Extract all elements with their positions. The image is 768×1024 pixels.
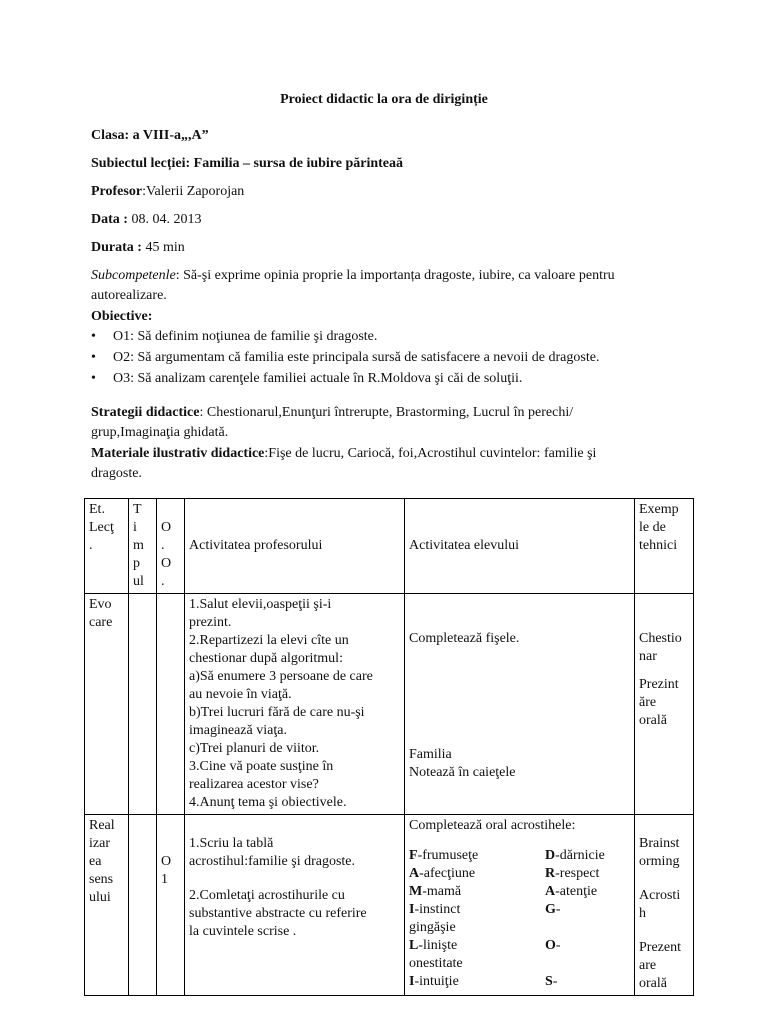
duration-label: Durata :	[91, 240, 142, 255]
subcompetence-line	[91, 266, 708, 285]
stage-cell: Evo care	[85, 594, 129, 815]
duration-line	[91, 238, 708, 257]
teacher-value: :Valerii Zaporojan	[142, 184, 245, 199]
student-activity-cell	[405, 815, 635, 996]
strategies-line-2: grup,Imaginaţia ghidată.	[91, 425, 229, 440]
table-row	[85, 815, 694, 996]
objective-cell: O 1	[157, 815, 185, 996]
acrostic-letter: F	[409, 848, 418, 863]
acrostic-row	[409, 919, 630, 937]
materials-line-2: dragoste.	[91, 466, 142, 481]
acrostic-letter: D	[545, 848, 556, 863]
acrostic-row	[409, 973, 630, 991]
acrostic-word: -respect	[555, 866, 600, 881]
header-objectives: O . O .	[157, 499, 185, 594]
objective-cell	[157, 594, 185, 815]
strategies-text: : Chestionarul,Enunţuri întrerupte, Brastorming, Lucrul în perechi/	[199, 405, 574, 420]
teacher-label: Profesor	[91, 184, 143, 199]
acrostic-word: -atenţie	[555, 884, 598, 899]
objectives-list	[91, 326, 599, 389]
acrostic-letter: I	[409, 902, 415, 917]
acrostic-word: -	[552, 974, 558, 989]
subcompetence-text: : Să-şi exprime opinia proprie la importanța dragoste, iubire, ca valoare pentru	[175, 268, 615, 283]
objectives-heading: Obiective:	[91, 309, 153, 324]
strategies-line	[91, 403, 708, 422]
date-line	[91, 210, 708, 229]
acrostic-row	[409, 901, 630, 919]
acrostic-letter: G	[545, 902, 556, 917]
acrostic-word: onestitate	[409, 956, 463, 971]
materials-label: Materiale ilustrativ didactice	[91, 446, 265, 461]
stage-cell: Real izar ea sens ului	[85, 815, 129, 996]
acrostic-word: -linişte	[418, 938, 458, 953]
class-line: Clasa: a VIII-a„,A”	[91, 128, 209, 143]
acrostic-word: -mamă	[422, 884, 462, 899]
subcompetence-line-2: autorealizare.	[91, 288, 167, 303]
header-teacher-activity: Activitatea profesorului	[185, 499, 405, 594]
header-stage: Et. Lecţ .	[85, 499, 129, 594]
objective-item: • O2: Să argumentam că familia este principala sursă de satisfacere a nevoii de dragoste.	[91, 347, 599, 368]
acrostic-letter: S	[545, 974, 553, 989]
subject-value: : Familia – sursa de iubire părinteaă	[185, 156, 404, 171]
acrostic-row	[409, 937, 630, 955]
date-value: 08. 04. 2013	[127, 212, 202, 227]
student-activity-cell: Completează fişele. Familia Notează în caieţele	[405, 594, 635, 815]
acrostic-letter: I	[409, 974, 415, 989]
acrostic-row	[409, 955, 630, 973]
acrostic-letter: A	[409, 866, 420, 881]
strategies-label: Strategii didactice	[91, 405, 200, 420]
header-time: T i m p ul	[129, 499, 157, 594]
table-row	[85, 594, 694, 815]
subject-line	[91, 154, 708, 173]
document-title: Proiect didactic la ora de diriginție	[280, 92, 488, 107]
acrostic-word: -intuiţie	[414, 974, 459, 989]
acrostic-letter: M	[409, 884, 423, 899]
time-cell	[129, 815, 157, 996]
acrostic-letter: R	[545, 866, 556, 881]
header-techniques: Exemp le de tehnici	[635, 499, 694, 594]
techniques-cell: Chestio nar Prezint ăre orală	[635, 594, 694, 815]
teacher-line	[91, 182, 708, 201]
date-label: Data :	[91, 212, 128, 227]
materials-text: :Fişe de lucru, Cariocă, foi,Acrostihul cuvintelor: familie şi	[264, 446, 597, 461]
acrostic-word: -instinct	[414, 902, 461, 917]
teacher-activity-cell: 1.Scriu la tablă acrostihul:familie şi dragoste. 2.Comletaţi acrostihurile cu substantive abstracte cu referire la cuvintele scrise .	[185, 815, 405, 996]
acrostic-letter: O	[545, 938, 556, 953]
acrostic-row	[409, 865, 630, 883]
objective-item: • O1: Să definim noţiunea de familie şi dragoste.	[91, 326, 599, 347]
header-student-activity: Activitatea elevului	[405, 499, 635, 594]
acrostic-word: -afecţiune	[419, 866, 476, 881]
teacher-activity-cell: 1.Salut elevii,oaspeţii şi-i prezint. 2.Repartizezi la elevi cîte un chestionar după algoritmul: a)Să enumere 3 persoane de care au nevoie în viaţă. b)Trei lucruri fără de care nu-şi imaginează viaţa. c)Trei planuri de viitor. 3.Cine vă poate susţine în realizarea acestor vise? 4.Anunţ tema şi obiectivele.	[185, 594, 405, 815]
acrostic-row	[409, 847, 630, 865]
acrostic-word: -dărnicie	[555, 848, 605, 863]
acrostic-row	[409, 883, 630, 901]
acrostic-title: Completează oral acrostihele:	[409, 818, 576, 833]
acrostic-letter: L	[409, 938, 419, 953]
acrostic-word: -	[555, 902, 561, 917]
table-header-row	[85, 499, 694, 594]
lesson-table	[84, 498, 694, 996]
acrostic-list	[409, 847, 630, 991]
subcompetence-label: Subcompetenle	[91, 268, 176, 283]
materials-line	[91, 444, 708, 463]
acrostic-letter: A	[545, 884, 556, 899]
acrostic-word: -	[555, 938, 561, 953]
techniques-cell: Brainst orming Acrosti h Prezent are orală	[635, 815, 694, 996]
duration-value: 45 min	[141, 240, 185, 255]
acrostic-word: -frumuseţe	[417, 848, 479, 863]
time-cell	[129, 594, 157, 815]
objective-item: • O3: Să analizam carenţele familiei actuale în R.Moldova şi căi de soluţii.	[91, 368, 599, 389]
subject-label: Subiectul lecției	[91, 156, 186, 171]
acrostic-word: gingăşie	[409, 920, 456, 935]
